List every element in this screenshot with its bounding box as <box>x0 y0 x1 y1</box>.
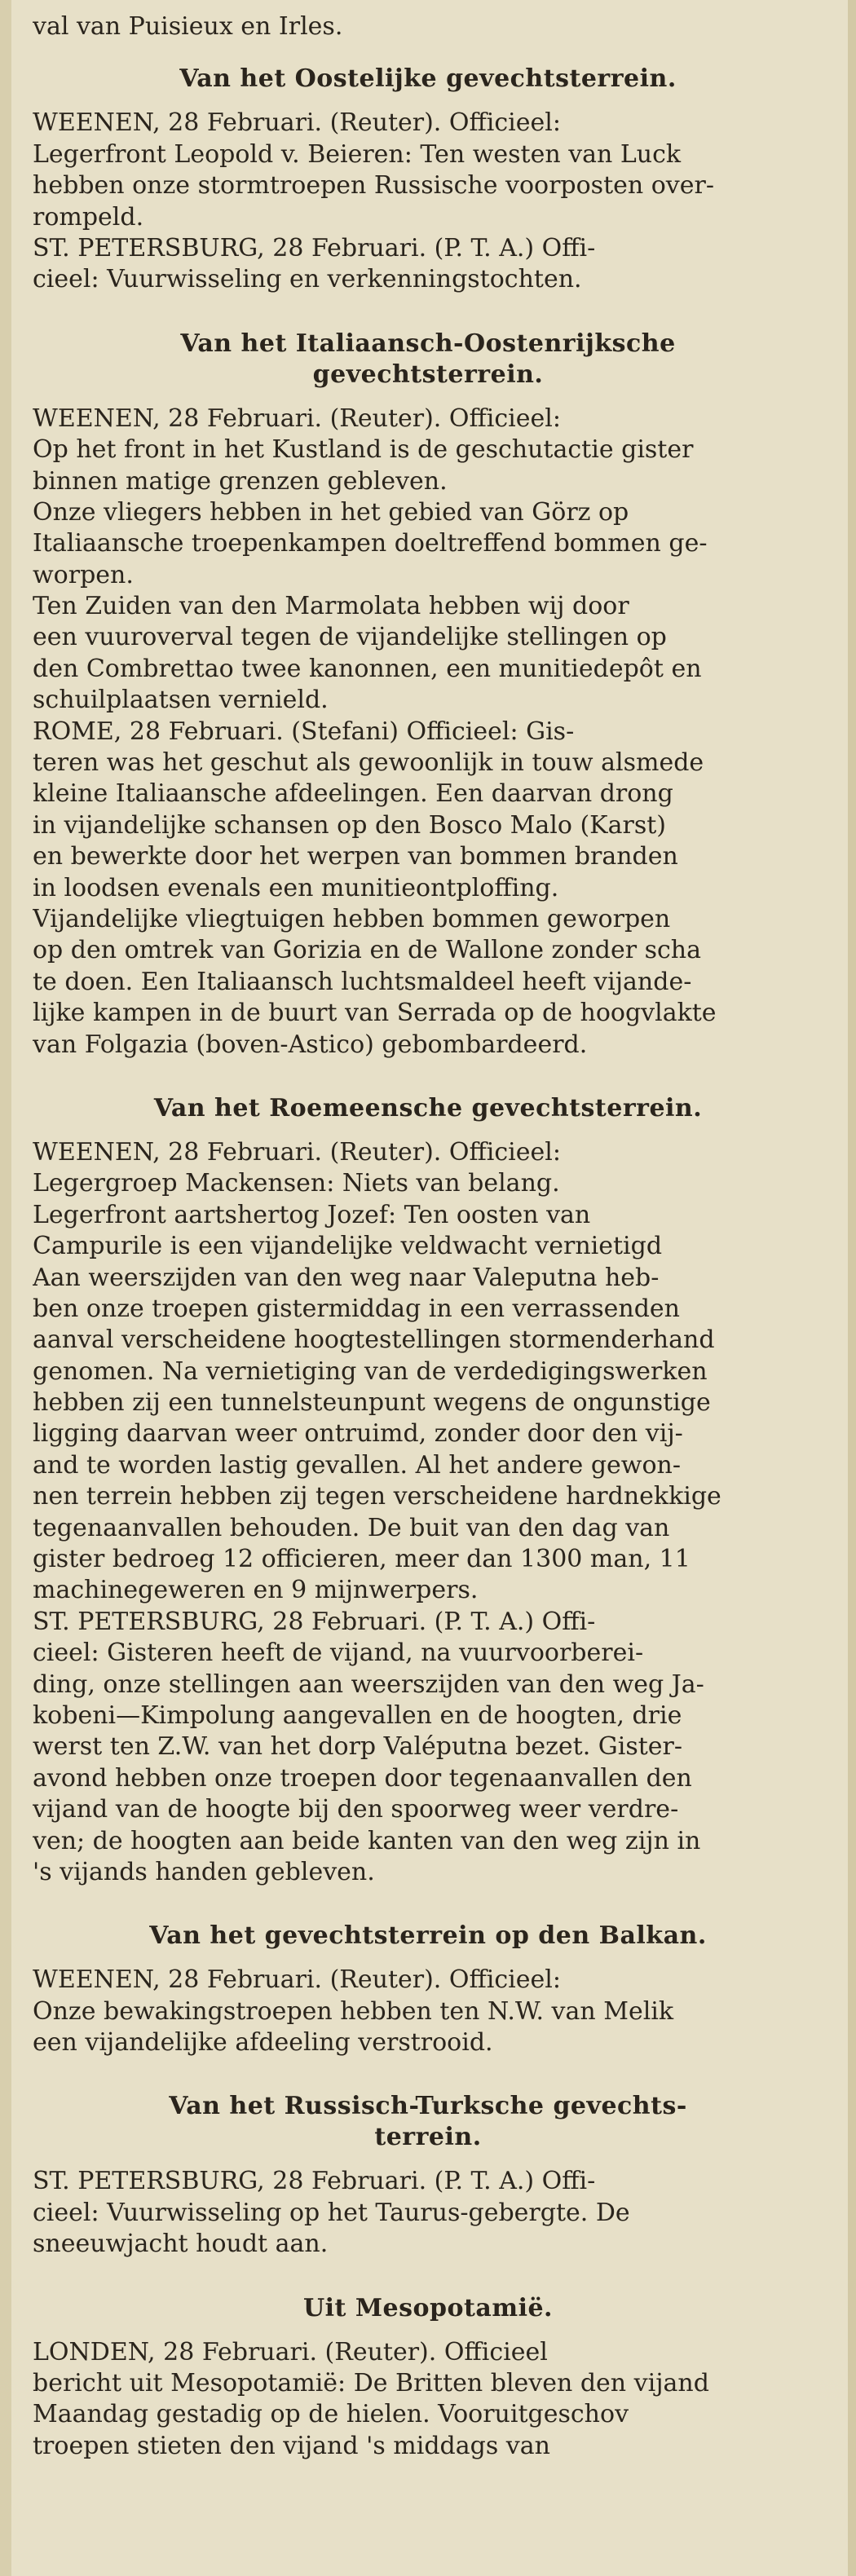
text-line: ROME, 28 Februari. (Stefani) Officieel: Gis- <box>33 717 575 746</box>
text-line: hebben zij een tunnelsteunpunt wegens de ongunstige <box>33 1388 711 1418</box>
text-line: Op het front in het Kustland is de geschutactie gister <box>33 435 694 465</box>
text-line: cieel: Vuurwisseling en verkenningstochten. <box>33 265 582 294</box>
section-heading: Uit Mesopotamië. <box>302 2293 553 2322</box>
section-heading: Van het gevechtsterrein op den Balkan. <box>149 1921 707 1951</box>
text-line: in vijandelijke schansen op den Bosco Malo (Karst) <box>33 810 666 840</box>
section-mesopotamie <box>33 2261 823 2463</box>
text-line: ben onze troepen gistermiddag in een verrassenden <box>33 1294 680 1323</box>
text-line: een vuuroverval tegen de vijandelijke stellingen op <box>33 623 667 652</box>
text-line: den Combrettao twee kanonnen, een munitiedepôt en <box>33 654 702 683</box>
text-line: ST. PETERSBURG, 28 Februari. (P. T. A.) Offi- <box>33 2167 596 2196</box>
text-line: ligging daarvan weer ontruimd, zonder door den vij- <box>33 1419 683 1449</box>
text-line: Legergroep Mackensen: Niets van belang. <box>33 1169 560 1198</box>
text-line: vijand van de hoogte bij den spoorweg weer verdre- <box>33 1795 679 1824</box>
text-line: binnen matige grenzen gebleven. <box>33 466 448 496</box>
text-line: ding, onze stellingen aan weerszijden van den weg Ja- <box>33 1670 704 1699</box>
text-line: ven; de hoogten aan beide kanten van den weg zijn in <box>33 1826 701 1855</box>
text-line: in loodsen evenals een munitieontploffing. <box>33 873 559 902</box>
text-line: Italiaansche troepenkampen doeltreffend bommen ge- <box>33 529 708 558</box>
text-line: and te worden lastig gevallen. Al het andere gewon- <box>33 1450 681 1480</box>
section-heading: Van het Russisch-Turksche gevechts- <box>169 2092 687 2121</box>
section-heading: Van het Italiaansch-Oostenrijksche <box>180 329 676 358</box>
section-heading: gevechtsterrein. <box>312 359 544 389</box>
text-line: kobeni—Kimpolung aangevallen en de hoogten, drie <box>33 1700 682 1730</box>
text-line: kleine Italiaansche afdeelingen. Een daarvan drong <box>33 779 673 809</box>
text-line: tegenaanvallen behouden. De buit van den dag van <box>33 1513 670 1542</box>
text-line: troepen stieten den vijand 's middags van <box>33 2431 550 2460</box>
text-line: nen terrein hebben zij tegen verscheidene hardnekkige <box>33 1482 721 1511</box>
text-line: bericht uit Mesopotamië: De Britten bleven den vijand <box>33 2369 709 2398</box>
text-line: Legerfront Leopold v. Beieren: Ten westen van Luck <box>33 139 682 169</box>
paper-edge-left <box>0 0 11 2576</box>
section-oostelijk <box>33 42 823 295</box>
text-line: Aan weerszijden van den weg naar Valeputna heb- <box>33 1263 660 1292</box>
text-line: 's vijands handen gebleven. <box>33 1857 375 1886</box>
text-line: cieel: Gisteren heeft de vijand, na vuurvoorberei- <box>33 1639 644 1668</box>
text-line: ST. PETERSBURG, 28 Februari. (P. T. A.) Offi- <box>33 233 596 262</box>
text-line: Maandag gestadig op de hielen. Vooruitgeschov <box>33 2400 629 2429</box>
text-line: een vijandelijke afdeeling verstrooid. <box>33 2028 493 2058</box>
section-russisch-turksch <box>33 2058 823 2260</box>
text-line: avond hebben onze troepen door tegenaanvallen den <box>33 1763 692 1793</box>
text-line: Legerfront aartshertog Jozef: Ten oosten van <box>33 1200 591 1229</box>
section-intro <box>33 11 823 42</box>
text-line: lijke kampen in de buurt van Serrada op de hoogvlakte <box>33 999 717 1028</box>
text-line: Onze bewakingstroepen hebben ten N.W. van Melik <box>33 1996 674 2026</box>
text-line: WEENEN, 28 Februari. (Reuter). Officieel: <box>33 1137 561 1167</box>
text-line: ST. PETERSBURG, 28 Februari. (P. T. A.) Offi- <box>33 1607 596 1636</box>
text-line: gister bedroeg 12 officieren, meer dan 1300 man, 11 <box>33 1545 691 1574</box>
text-line: en bewerkte door het werpen van bommen branden <box>33 842 678 871</box>
text-line: cieel: Vuurwisseling op het Taurus-gebergte. De <box>33 2198 630 2227</box>
paper-edge-right <box>848 0 856 2576</box>
text-line: worpen. <box>33 560 134 589</box>
text-line: Ten Zuiden van den Marmolata hebben wij door <box>33 592 629 621</box>
section-italiaansch <box>33 296 823 1061</box>
text-line: Campurile is een vijandelijke veldwacht vernietigd <box>33 1232 663 1261</box>
text-line: LONDEN, 28 Februari. (Reuter). Officieel <box>33 2337 548 2366</box>
section-roemeensch <box>33 1061 823 1888</box>
section-heading: terrein. <box>374 2123 482 2152</box>
section-heading: Van het Roemeensche gevechtsterrein. <box>153 1093 703 1123</box>
text-line: schuilplaatsen vernield. <box>33 686 329 715</box>
text-line: Vijandelijke vliegtuigen hebben bommen geworpen <box>33 904 671 933</box>
text-line: WEENEN, 28 Februari. (Reuter). Officieel: <box>33 404 561 433</box>
text-line: op den omtrek van Gorizia en de Wallone zonder scha <box>33 936 701 965</box>
text-line: rompeld. <box>33 202 144 232</box>
text-line: genomen. Na vernietiging van de verdedigingswerken <box>33 1356 708 1386</box>
text-line: WEENEN, 28 Februari. (Reuter). Officieel: <box>33 1965 561 1995</box>
text-line: WEENEN, 28 Februari. (Reuter). Officieel: <box>33 108 561 138</box>
text-line: machinegeweren en 9 mijnwerpers. <box>33 1576 479 1605</box>
text-line: aanval verscheidene hoogtestellingen stormenderhand <box>33 1325 715 1355</box>
article-body <box>33 11 823 2462</box>
text-line: teren was het geschut als gewoonlijk in touw alsmede <box>33 748 704 778</box>
section-balkan <box>33 1888 823 2058</box>
text-line: van Folgazia (boven-Astico) gebombardeerd. <box>33 1030 588 1059</box>
text-line: hebben onze stormtroepen Russische voorposten over- <box>33 171 714 201</box>
text-line: werst ten Z.W. van het dorp Valéputna bezet. Gister- <box>33 1732 683 1762</box>
text-line: Onze vliegers hebben in het gebied van Görz op <box>33 497 629 527</box>
text-line: val van Puisieux en Irles. <box>33 12 343 41</box>
section-heading: Van het Oostelijke gevechtsterrein. <box>179 64 677 94</box>
text-line: sneeuwjacht houdt aan. <box>33 2230 329 2259</box>
text-line: te doen. Een Italiaansch luchtsmaldeel heeft vijande- <box>33 967 692 996</box>
